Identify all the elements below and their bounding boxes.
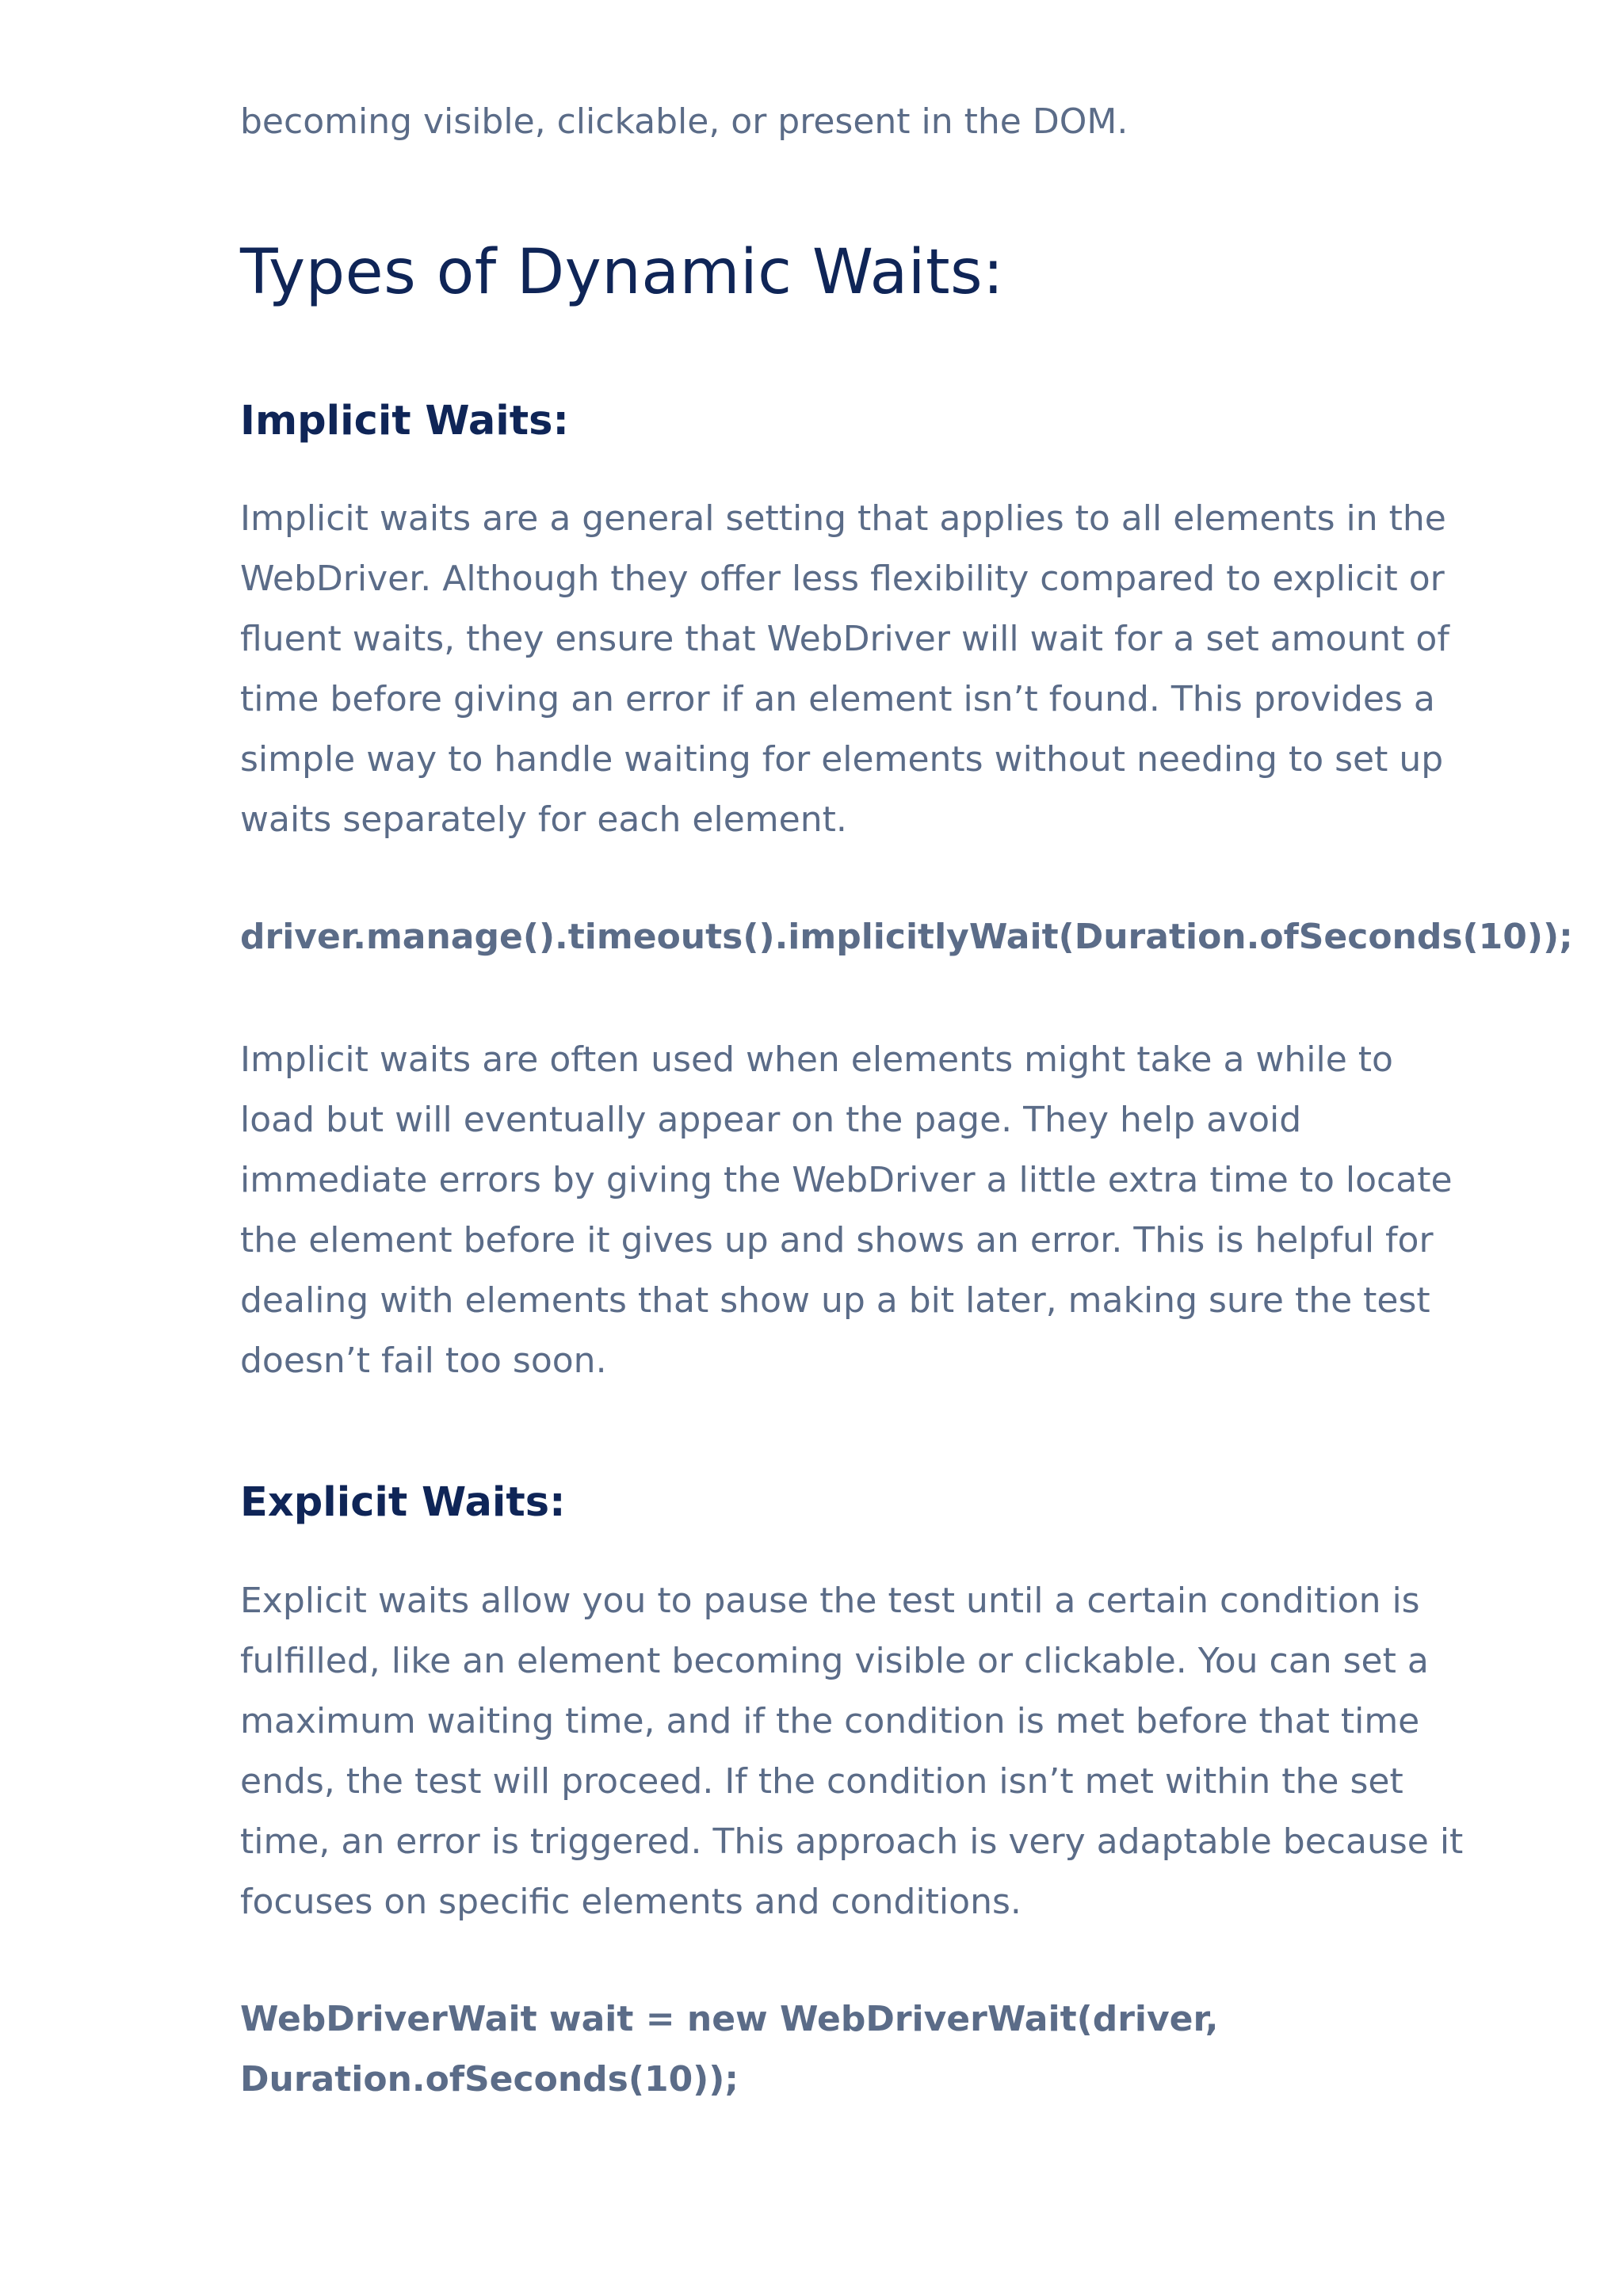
implicit-waits-paragraph-1 bbox=[240, 489, 1449, 850]
paragraph-line: simple way to handle waiting for elements without needing to set up bbox=[240, 739, 1444, 780]
implicit-waits-paragraph-2 bbox=[240, 1030, 1453, 1391]
paragraph-line: immediate errors by giving the WebDriver a little extra time to locate bbox=[240, 1160, 1453, 1200]
paragraph-line: load but will eventually appear on the page. They help avoid bbox=[240, 1100, 1302, 1140]
paragraph-line: waits separately for each element. bbox=[240, 799, 847, 840]
paragraph-line: ends, the test will proceed. If the condition isn’t met within the set bbox=[240, 1761, 1403, 1802]
code-line: Duration.ofSeconds(10)); bbox=[240, 2059, 739, 2100]
explicit-waits-heading: Explicit Waits: bbox=[240, 1479, 566, 1526]
code-line: WebDriverWait wait = new WebDriverWait(driver, bbox=[240, 1999, 1219, 2039]
paragraph-line: maximum waiting time, and if the condition is met before that time bbox=[240, 1701, 1420, 1741]
paragraph-line: doesn’t fail too soon. bbox=[240, 1341, 607, 1381]
paragraph-line: focuses on specific elements and conditions. bbox=[240, 1882, 1022, 1922]
paragraph-line: time, an error is triggered. This approach is very adaptable because it bbox=[240, 1821, 1464, 1862]
section-title: Types of Dynamic Waits: bbox=[240, 237, 1004, 308]
paragraph-line: the element before it gives up and shows an error. This is helpful for bbox=[240, 1220, 1434, 1261]
paragraph-line: Explicit waits allow you to pause the test until a certain condition is bbox=[240, 1581, 1420, 1621]
implicit-wait-code: driver.manage().timeouts().implicitlyWait(Duration.ofSeconds(10)); bbox=[240, 917, 1573, 957]
paragraph-line: fluent waits, they ensure that WebDriver will wait for a set amount of bbox=[240, 619, 1449, 659]
explicit-waits-paragraph-1 bbox=[240, 1571, 1463, 1932]
paragraph-line: time before giving an error if an element isn’t found. This provides a bbox=[240, 679, 1435, 719]
paragraph-line: Implicit waits are a general setting that applies to all elements in the bbox=[240, 498, 1446, 539]
paragraph-line: fulfilled, like an element becoming visible or clickable. You can set a bbox=[240, 1641, 1429, 1681]
intro-text: becoming visible, clickable, or present in the DOM. bbox=[240, 101, 1128, 142]
paragraph-line: WebDriver. Although they offer less flexibility compared to explicit or bbox=[240, 559, 1445, 599]
paragraph-line: Implicit waits are often used when elements might take a while to bbox=[240, 1039, 1393, 1080]
implicit-waits-heading: Implicit Waits: bbox=[240, 398, 569, 444]
paragraph-line: dealing with elements that show up a bit later, making sure the test bbox=[240, 1280, 1430, 1321]
explicit-wait-code bbox=[240, 1989, 1218, 2110]
